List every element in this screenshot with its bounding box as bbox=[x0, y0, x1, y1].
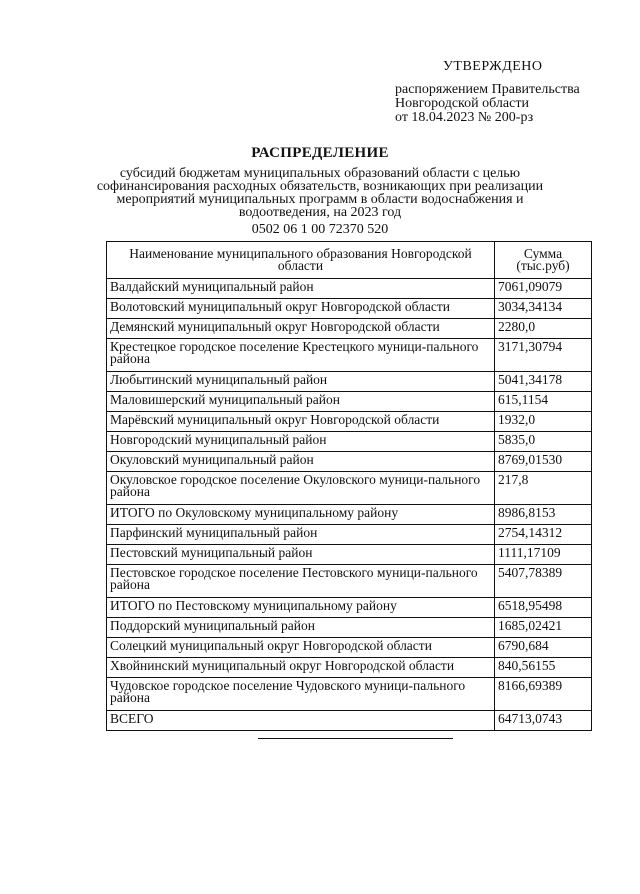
table-row bbox=[107, 392, 592, 412]
row-amount: 6518,95498 bbox=[495, 598, 592, 618]
document-title: РАСПРЕДЕЛЕНИЕ bbox=[251, 145, 389, 161]
table-row bbox=[107, 372, 592, 392]
row-amount: 1932,0 bbox=[495, 412, 592, 432]
row-amount: 5407,78389 bbox=[495, 565, 592, 598]
table-row bbox=[107, 525, 592, 545]
row-name: Марёвский муниципальный округ Новгородской области bbox=[107, 412, 495, 432]
row-name: Крестецкое городское поселение Крестецкого муници-пального района bbox=[107, 339, 495, 372]
table-row bbox=[107, 505, 592, 525]
document-subtitle: субсидий бюджетам муниципальных образований области с целью софинансирования расходных обязательств, возникающих при реализации мероприятий муниципальных программ в области водоснабжения и водоотведения, на 2023 год bbox=[96, 166, 544, 220]
row-amount: 217,8 bbox=[495, 472, 592, 505]
table-row bbox=[107, 339, 592, 372]
row-name: Чудовское городское поселение Чудовского муници-пального района bbox=[107, 678, 495, 711]
distribution-table bbox=[106, 241, 592, 731]
table-row bbox=[107, 279, 592, 299]
table-row bbox=[107, 545, 592, 565]
row-amount: 8769,01530 bbox=[495, 452, 592, 472]
row-name: Поддорский муниципальный район bbox=[107, 618, 495, 638]
row-amount: 840,56155 bbox=[495, 658, 592, 678]
table-row bbox=[107, 565, 592, 598]
table-row bbox=[107, 299, 592, 319]
table-row bbox=[107, 678, 592, 711]
row-amount: 8986,8153 bbox=[495, 505, 592, 525]
row-name: Окуловский муниципальный район bbox=[107, 452, 495, 472]
row-amount: 1111,17109 bbox=[495, 545, 592, 565]
table-row bbox=[107, 472, 592, 505]
row-name: ВСЕГО bbox=[107, 711, 495, 731]
approval-line-3: от 18.04.2023 № 200-рз bbox=[395, 110, 534, 125]
header-name: Наименование муниципального образования Новгородской области bbox=[107, 242, 495, 279]
approval-line-1: распоряжением Правительства bbox=[395, 82, 580, 97]
row-amount: 2754,14312 bbox=[495, 525, 592, 545]
approval-line-2: Новгородской области bbox=[395, 96, 529, 111]
table-row bbox=[107, 658, 592, 678]
approval-block bbox=[395, 60, 625, 125]
row-name: Новгородский муниципальный район bbox=[107, 432, 495, 452]
row-amount: 6790,684 bbox=[495, 638, 592, 658]
table-row bbox=[107, 452, 592, 472]
table-body bbox=[107, 279, 592, 731]
row-name: Пестовское городское поселение Пестовского муници-пального района bbox=[107, 565, 495, 598]
table-row bbox=[107, 432, 592, 452]
row-name: Маловишерский муниципальный район bbox=[107, 392, 495, 412]
row-amount: 2280,0 bbox=[495, 319, 592, 339]
row-amount: 3034,34134 bbox=[495, 299, 592, 319]
row-name: Хвойнинский муниципальный округ Новгородской области bbox=[107, 658, 495, 678]
table-row bbox=[107, 711, 592, 731]
table-header-row bbox=[107, 242, 592, 279]
approval-heading: УТВЕРЖДЕНО bbox=[443, 59, 543, 74]
row-name: ИТОГО по Окуловскому муниципальному району bbox=[107, 505, 495, 525]
row-amount: 615,1154 bbox=[495, 392, 592, 412]
table-row bbox=[107, 412, 592, 432]
row-amount: 3171,30794 bbox=[495, 339, 592, 372]
row-name: Любытинский муниципальный район bbox=[107, 372, 495, 392]
row-name: Волотовский муниципальный округ Новгородской области bbox=[107, 299, 495, 319]
budget-code: 0502 06 1 00 72370 520 bbox=[251, 222, 389, 237]
row-name: ИТОГО по Пестовскому муниципальному району bbox=[107, 598, 495, 618]
row-name: Парфинский муниципальный район bbox=[107, 525, 495, 545]
row-name: Валдайский муниципальный район bbox=[107, 279, 495, 299]
row-name: Окуловское городское поселение Окуловского муници-пального района bbox=[107, 472, 495, 505]
row-amount: 7061,09079 bbox=[495, 279, 592, 299]
row-amount: 5041,34178 bbox=[495, 372, 592, 392]
header-amount: Сумма (тыс.руб) bbox=[495, 242, 592, 279]
row-name: Пестовский муниципальный район bbox=[107, 545, 495, 565]
row-amount: 1685,02421 bbox=[495, 618, 592, 638]
row-name: Солецкий муниципальный округ Новгородской области bbox=[107, 638, 495, 658]
row-name: Демянский муниципальный округ Новгородской области bbox=[107, 319, 495, 339]
table-row bbox=[107, 618, 592, 638]
table-row bbox=[107, 598, 592, 618]
table-row bbox=[107, 638, 592, 658]
separator-line bbox=[258, 738, 453, 739]
row-amount: 5835,0 bbox=[495, 432, 592, 452]
row-amount: 8166,69389 bbox=[495, 678, 592, 711]
row-amount: 64713,0743 bbox=[495, 711, 592, 731]
table-row bbox=[107, 319, 592, 339]
